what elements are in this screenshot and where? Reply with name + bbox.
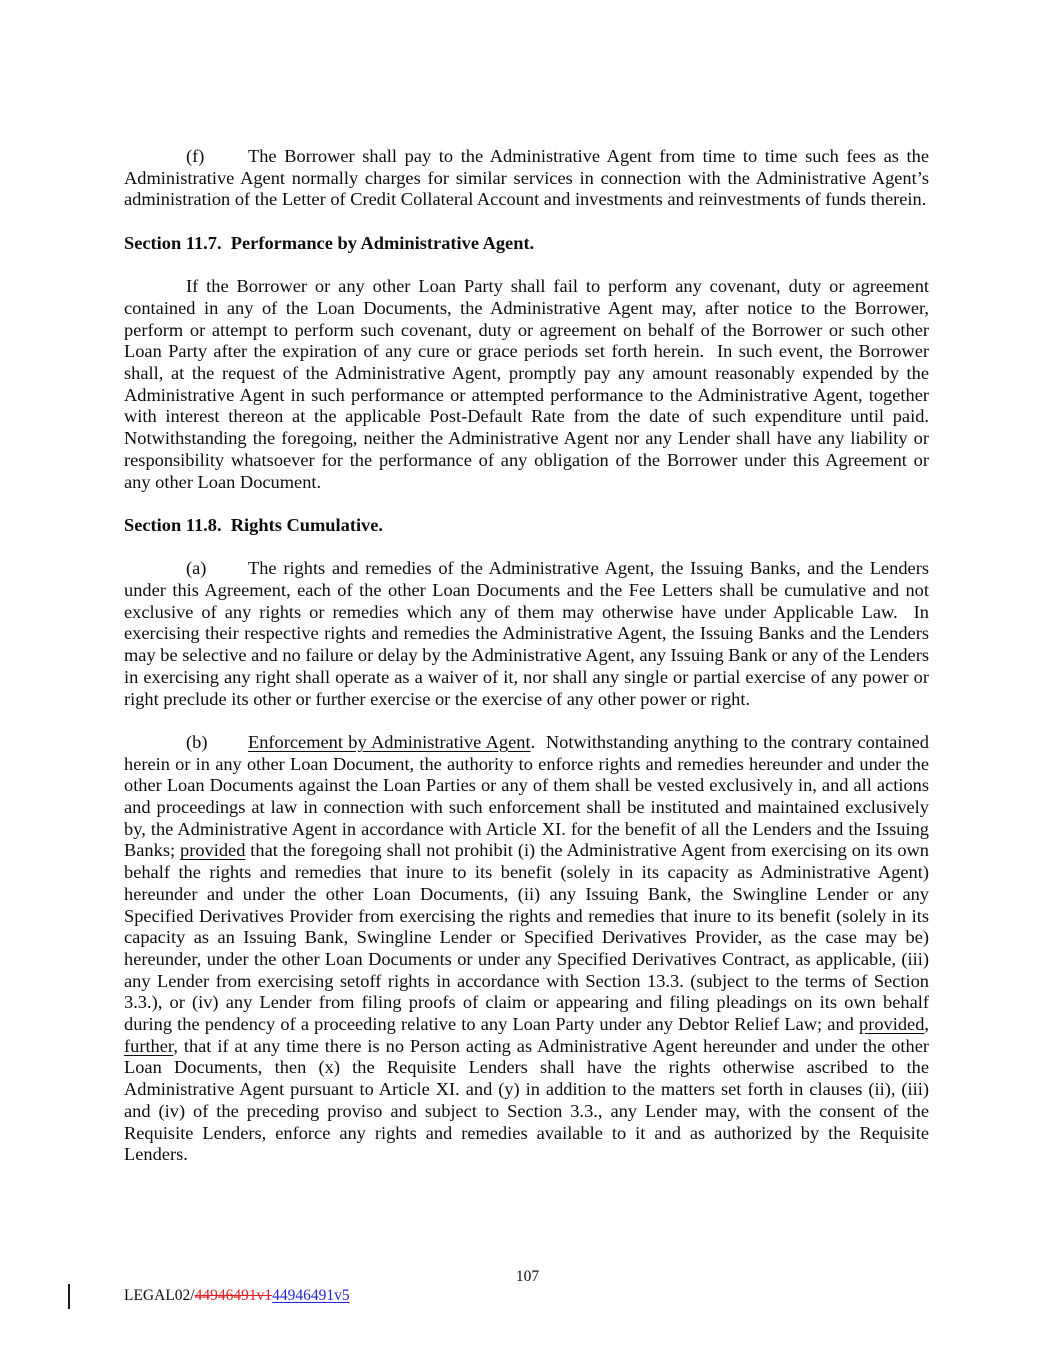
footer-doc-reference <box>124 1287 350 1305</box>
change-bar-marker <box>68 1284 70 1309</box>
paragraph-11-7 <box>124 276 939 493</box>
paragraph-a-label: (a) <box>186 558 207 579</box>
doc-reference-prefix: LEGAL02/ <box>124 1287 195 1304</box>
proviso-term-provided: provided <box>180 840 246 861</box>
proviso-term-provided-2: provided <box>859 1014 925 1035</box>
section-heading-11-7: Section 11.7. Performance by Administrative Agent. <box>124 232 535 253</box>
page-number: 107 <box>515 1268 540 1285</box>
paragraph-f-text: The Borrower shall pay to the Administrative Agent from time to time such fees as the Administrative Agent normally charges for similar services in connection with the Administrative Agent’s administration of the Letter of Credit Collateral Account and investments and reinvestments of funds therein. <box>124 146 934 210</box>
paragraph-f <box>124 146 934 211</box>
doc-reference-deleted: 44946491v1 <box>194 1287 273 1304</box>
paragraph-a-text: The rights and remedies of the Administrative Agent, the Issuing Banks, and the Lenders under this Agreement, each of the other Loan Documents and the Fee Letters shall be cumulative and not exclusive of any rights or remedies which any of them may otherwise have under Applicable Law. In exercising their respective rights and remedies the Administrative Agent, the Issuing Banks and the Lenders may be selective and no failure or delay by the Administrative Agent, any Issuing Bank or any of the Lenders in exercising any right shall operate as a waiver of it, nor shall any single or partial exercise of any power or right preclude its other or further exercise or the exercise of any other power or right. <box>124 558 934 709</box>
proviso-term-further: further <box>124 1035 174 1056</box>
paragraph-b-label: (b) <box>186 731 208 752</box>
section-heading-11-8: Section 11.8. Rights Cumulative. <box>124 514 384 535</box>
paragraph-11-7-text: If the Borrower or any other Loan Party shall fail to perform any covenant, duty or agreement contained in any of the Loan Documents, the Administrative Agent may, after notice to the Borrower, perform or attempt to perform such covenant, duty or agreement on behalf of the Borrower or such other Loan Party after the expiration of any cure or grace periods set forth herein. In such event, the Borrower shall, at the request of the Administrative Agent, promptly pay any amount reasonably expended by the Administrative Agent in such performance or attempted performance to the Administrative Agent, together with interest thereon at the applicable Post-Default Rate from the date of such expenditure until paid. Notwithstanding the foregoing, neither the Administrative Agent nor any Lender shall have any liability or responsibility whatsoever for the performance of any obligation of the Borrower under this Agreement or any other Loan Document. <box>124 276 939 492</box>
document-body <box>124 146 939 1166</box>
paragraph-b: (b) Enforcement by Administrative Agent. Notwithstanding anything to the contrary contained herein or in any other Loan Document, the authority to enforce rights and remedies hereunder and under the other Loan Documents against the Loan Parties or any of them shall be vested exclusively in, and all actions and proceedings at law in connection with such enforcement shall be instituted and maintained exclusively by, the Administrative Agent in accordance with Article XI. for the benefit of all the Lenders and the Issuing Banks; provided that the foregoing shall not prohibit (i) the Administrative Agent from exercising on its own behalf the rights and remedies that inure to its benefit (solely in its capacity as Administrative Agent) hereunder and under the other Loan Documents, (ii) any Issuing Bank, the Swingline Lender or any Specified Derivatives Provider from exercising the rights and remedies that inure to its benefit (solely in its capacity as an Issuing Bank, Swingline Lender or Specified Derivatives Provider, as the case may be) hereunder, under the other Loan Documents or under any Specified Derivatives Contract, as applicable, (iii) any Lender from exercising setoff rights in accordance with Section 13.3. (subject to the terms of Section 3.3.), or (iv) any Lender from filing proofs of claim or appearing and filing pleadings on its own behalf during the pendency of a proceeding relative to any Loan Party under any Debtor Relief Law; and provided, further, that if at any time there is no Person acting as Administrative Agent hereunder and under the other Loan Documents, then (x) the Requisite Lenders shall have the rights otherwise ascribed to the Administrative Agent pursuant to Article XI. and (y) in addition to the matters set forth in clauses (ii), (iii) and (iv) of the preceding proviso and subject to Section 3.3., any Lender may, with the consent of the Requisite Lenders, enforce any rights and remedies available to it and as authorized by the Requisite Lenders. <box>124 731 934 1165</box>
doc-reference-inserted: 44946491v5 <box>272 1287 350 1304</box>
paragraph-a <box>124 558 934 710</box>
defined-term-enforcement: Enforcement by Administrative Agent <box>248 731 531 752</box>
paragraph-f-label: (f) <box>186 146 205 166</box>
